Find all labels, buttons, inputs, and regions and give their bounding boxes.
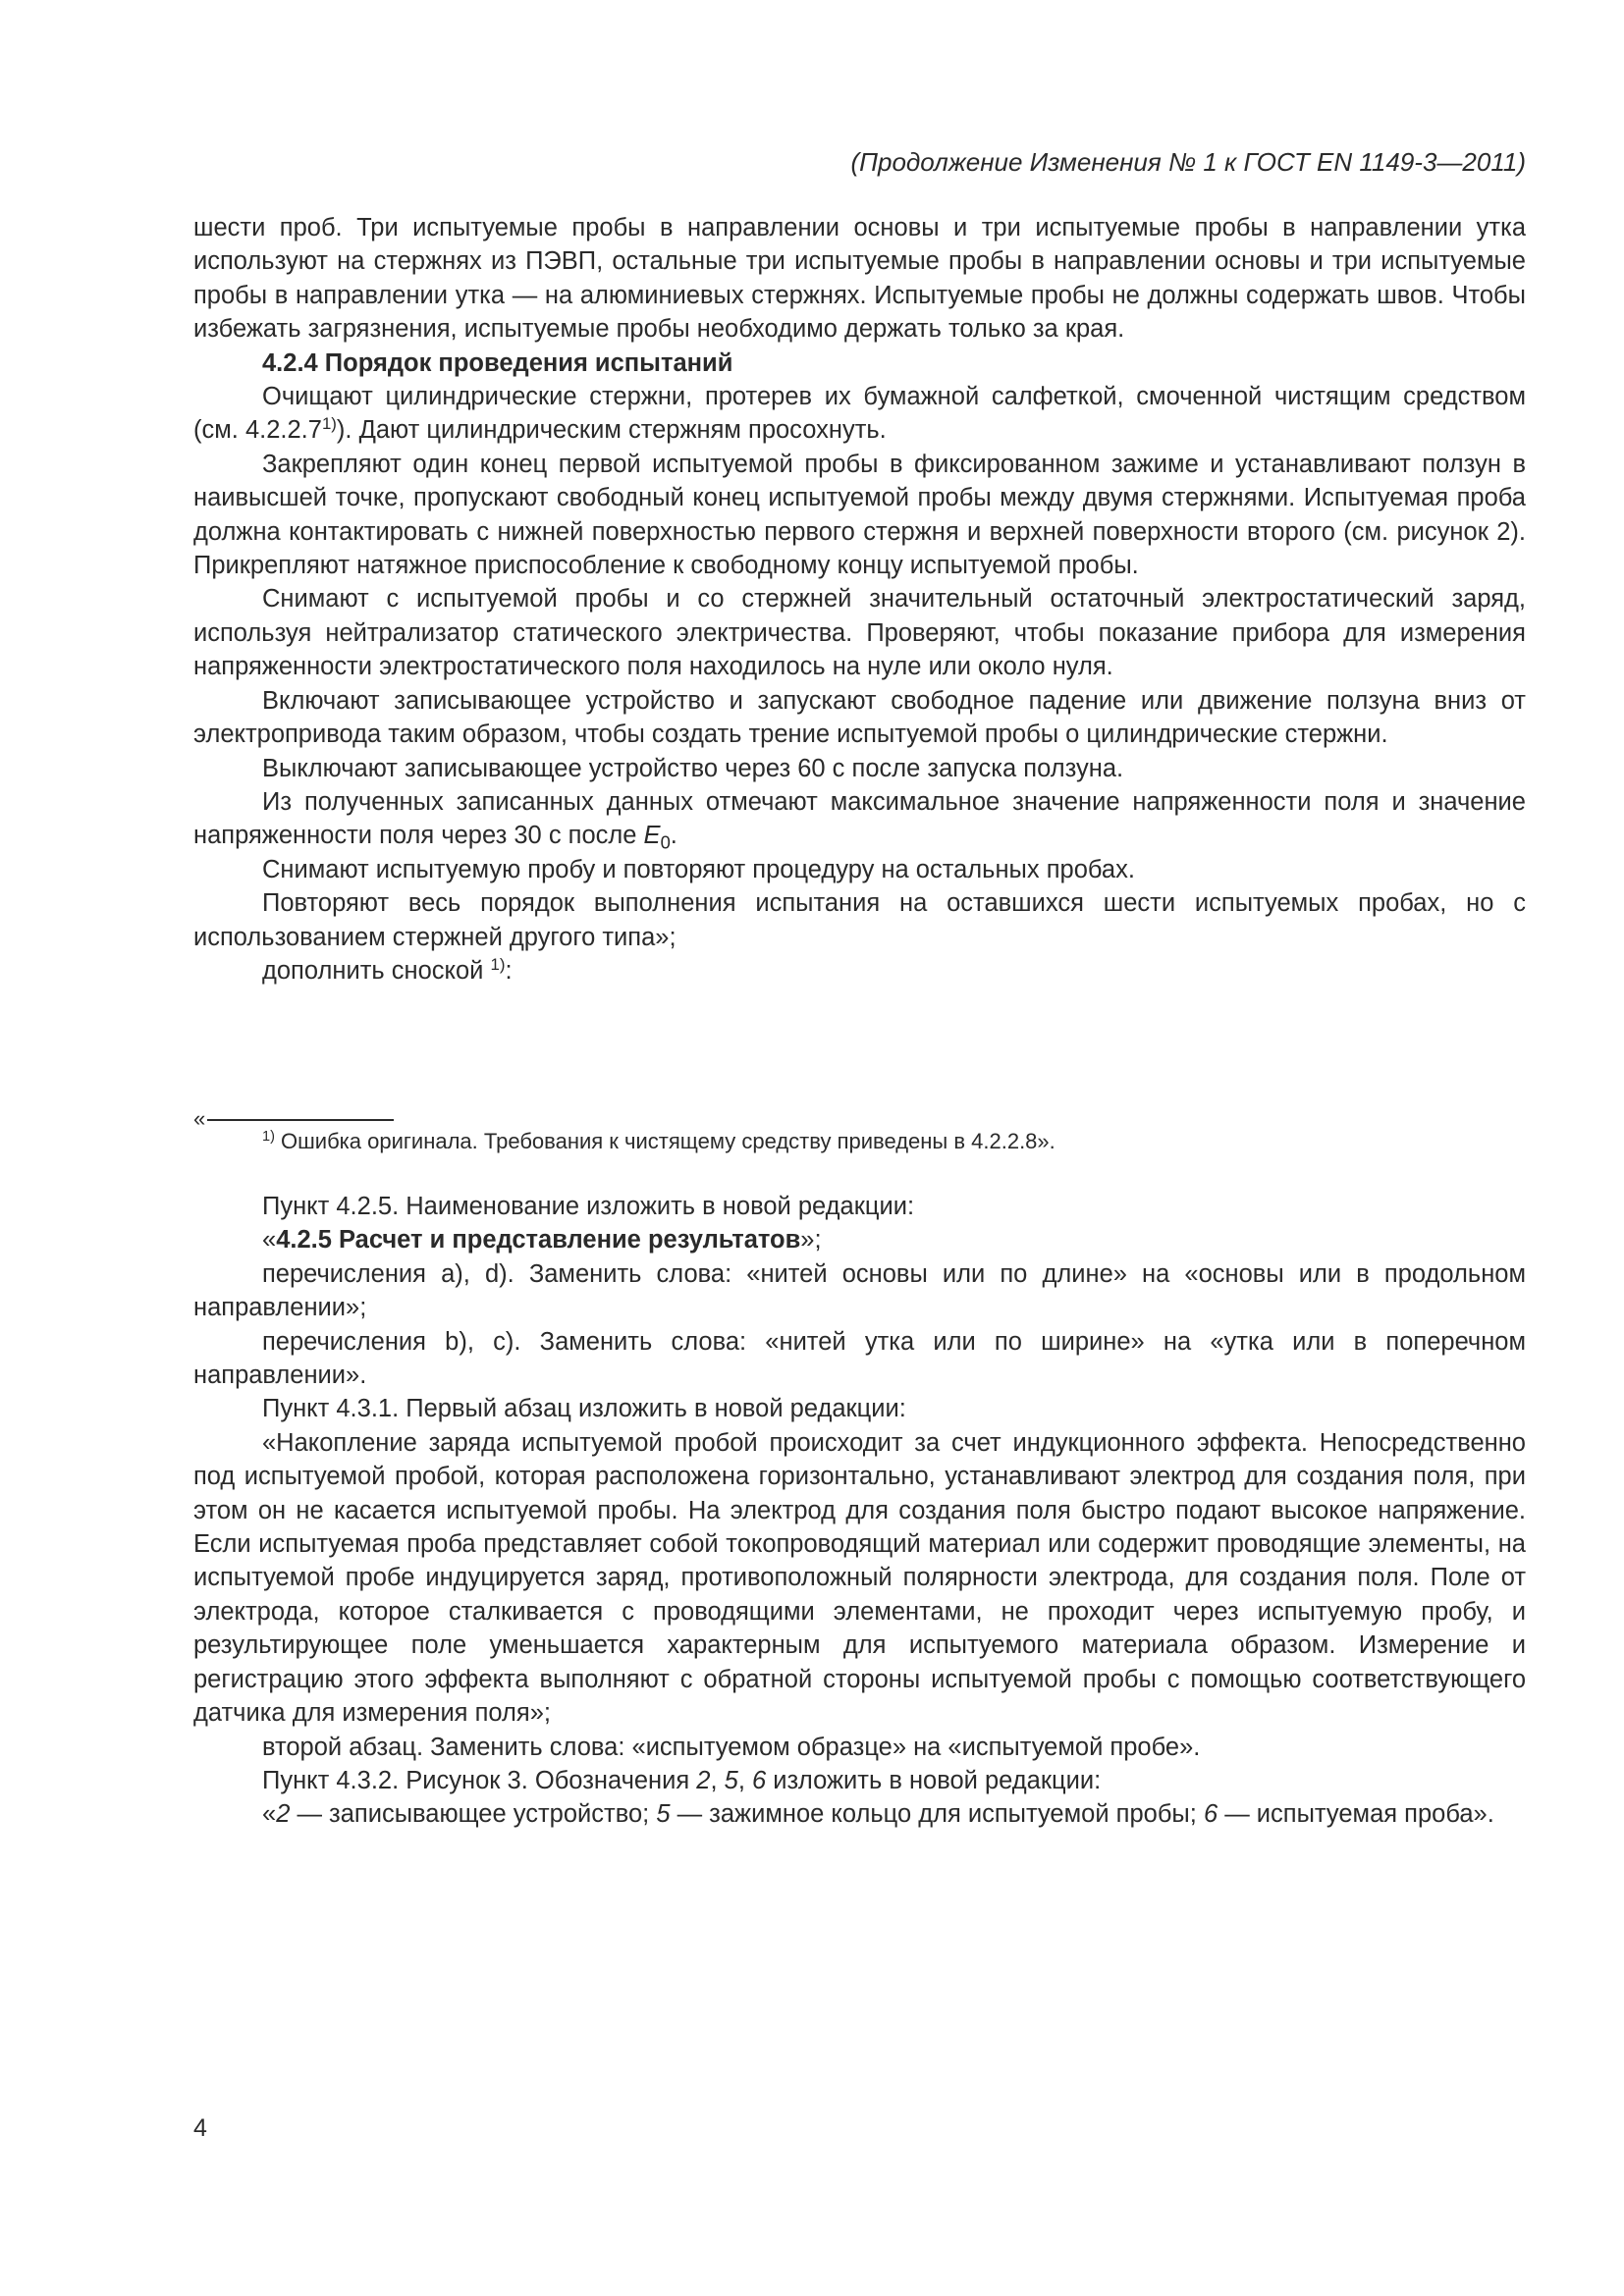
num: 5 <box>724 1766 738 1794</box>
footnote-rule-line <box>207 1119 394 1121</box>
amendment-list-ad: перечисления a), d). Заменить слова: «нитей основы или по длине» на «основы или в продольном направлении»; <box>193 1259 1526 1322</box>
text: изложить в новой редакции: <box>766 1766 1102 1794</box>
num: 5 <box>656 1800 671 1829</box>
section-heading-4-2-4: 4.2.4 Порядок проведения испытаний <box>262 348 733 377</box>
num: 6 <box>752 1766 767 1794</box>
text: Очищают цилиндрические стержни, протерев их бумажной салфеткой, смоченной чистящим средством (см. 4.2.2.7 <box>193 383 1526 445</box>
text: : <box>505 956 513 985</box>
footnote-marker: 1) <box>262 1129 275 1146</box>
open-quote: « <box>193 1106 206 1131</box>
footnote-ref: 1) <box>490 954 506 974</box>
running-header: (Продолжение Изменения № 1 к ГОСТ EN 1149-3—2011) <box>850 147 1526 177</box>
amendment-4-3-1: Пункт 4.3.1. Первый абзац изложить в новой редакции: <box>262 1395 906 1423</box>
text: ). Дают цилиндрическим стержням просохнуть. <box>336 416 887 445</box>
subscript-zero: 0 <box>660 831 671 853</box>
footnote <box>262 1125 1056 1158</box>
paragraph-repeat: Повторяют весь порядок выполнения испытания на оставшихся шести испытуемых пробах, но с использованием стержней другого типа»; <box>193 889 1526 951</box>
text: — испытуемая проба». <box>1218 1800 1494 1829</box>
text: дополнить сноской <box>262 956 491 985</box>
text: »; <box>800 1226 822 1255</box>
amendment-4-2-5-title <box>193 1223 1526 1256</box>
paragraph-fix-sample: Закрепляют один конец первой испытуемой пробы в фиксированном зажиме и устанавливают ползун в наивысшей точке, пропускают свободный конец испытуемой пробы между двумя стержнями. Испытуемая проба должна контактировать с нижней поверхностью первого стержня и верхней поверхности второго (см. рисунок 2). Прикрепляют натяжное приспособление к свободному концу испытуемой пробы. <box>193 450 1526 580</box>
amendment-second-paragraph: второй абзац. Заменить слова: «испытуемом образце» на «испытуемой пробе». <box>262 1733 1201 1761</box>
amendments-block <box>193 1190 1526 1832</box>
paragraph-start-recorder: Включают записывающее устройство и запускают свободное падение или движение ползуна вниз от электропривода таким образом, чтобы создать трение испытуемой пробы о цилиндрические стержни. <box>193 686 1526 749</box>
paragraph-clean-rods <box>193 380 1526 448</box>
text: Из полученных записанных данных отмечают максимальное значение напряженности поля и значение напряженности поля через 30 с после <box>193 787 1526 850</box>
num: 2 <box>276 1800 291 1829</box>
paragraph-record-values <box>193 785 1526 853</box>
paragraph-remove-charge: Снимают с испытуемой пробы и со стержней значительный остаточный электростатический заряд, используя нейтрализатор статического электричества. Проверяют, чтобы показание прибора для измерения напряженности электростатического поля находилось на нуле или около нуля. <box>193 585 1526 681</box>
text: , <box>737 1766 752 1794</box>
text: Пункт 4.3.2. Рисунок 3. Обозначения <box>262 1766 697 1794</box>
footnote-ref: 1) <box>321 414 337 434</box>
amendment-4-3-2 <box>193 1764 1526 1797</box>
num: 6 <box>1203 1800 1218 1829</box>
num: 2 <box>696 1766 711 1794</box>
text: , <box>710 1766 725 1794</box>
text: — записывающее устройство; <box>290 1800 657 1829</box>
amendment-4-2-5: Пункт 4.2.5. Наименование изложить в новой редакции: <box>262 1193 915 1220</box>
text: « <box>262 1800 277 1829</box>
amendment-4-3-1-text: «Накопление заряда испытуемой пробой происходит за счет индукционного эффекта. Непосредственно под испытуемой пробой, которая расположена горизонтально, устанавливают электрод для создания поля, при этом он не касается испытуемой пробы. На электрод для создания поля быстро подают высокое напряжение. Если испытуемая проба представляет собой токопроводящий материал или содержит проводящие элементы, на испытуемой пробе индуцируется заряд, противоположный полярности электрода, для создания поля. Поле от электрода, которое сталкивается с проводящими элементами, не проходит через испытуемую пробу, и результирующее поле уменьшается характерным для испытуемого материала образом. Измерение и регистрацию этого эффекта выполняют с обратной стороны испытуемой пробы с помощью соответствующего датчика для измерения поля»; <box>193 1428 1526 1728</box>
text: « <box>262 1226 277 1255</box>
text: — зажимное кольцо для испытуемой пробы; <box>670 1800 1204 1829</box>
paragraph-add-footnote <box>193 954 1526 988</box>
paragraph-remove-sample: Снимают испытуемую пробу и повторяют процедуру на остальных пробах. <box>262 855 1135 883</box>
footnote-text: Ошибка оригинала. Требования к чистящему средству приведены в 4.2.2.8». <box>274 1129 1056 1153</box>
amendment-list-bc: перечисления b), c). Заменить слова: «нитей утка или по ширине» на «утка или в поперечном направлении». <box>193 1327 1526 1390</box>
main-text-block <box>193 211 1526 988</box>
paragraph-continuation: шести проб. Три испытуемые пробы в направлении основы и три испытуемые пробы в направлении утка используют на стержнях из ПЭВП, остальные три испытуемые пробы в направлении основы и три испытуемые пробы в направлении утка — на алюминиевых стержнях. Испытуемые пробы не должны содержать швов. Чтобы избежать загрязнения, испытуемые пробы необходимо держать только за края. <box>193 214 1526 344</box>
page-number: 4 <box>193 2114 207 2142</box>
amendment-legend <box>193 1797 1526 1831</box>
bold-title: 4.2.5 Расчет и представление результатов <box>276 1226 801 1255</box>
paragraph-stop-recorder: Выключают записывающее устройство через 60 с после запуска ползуна. <box>262 754 1124 782</box>
variable-e: E <box>643 822 661 850</box>
text: . <box>670 822 677 850</box>
